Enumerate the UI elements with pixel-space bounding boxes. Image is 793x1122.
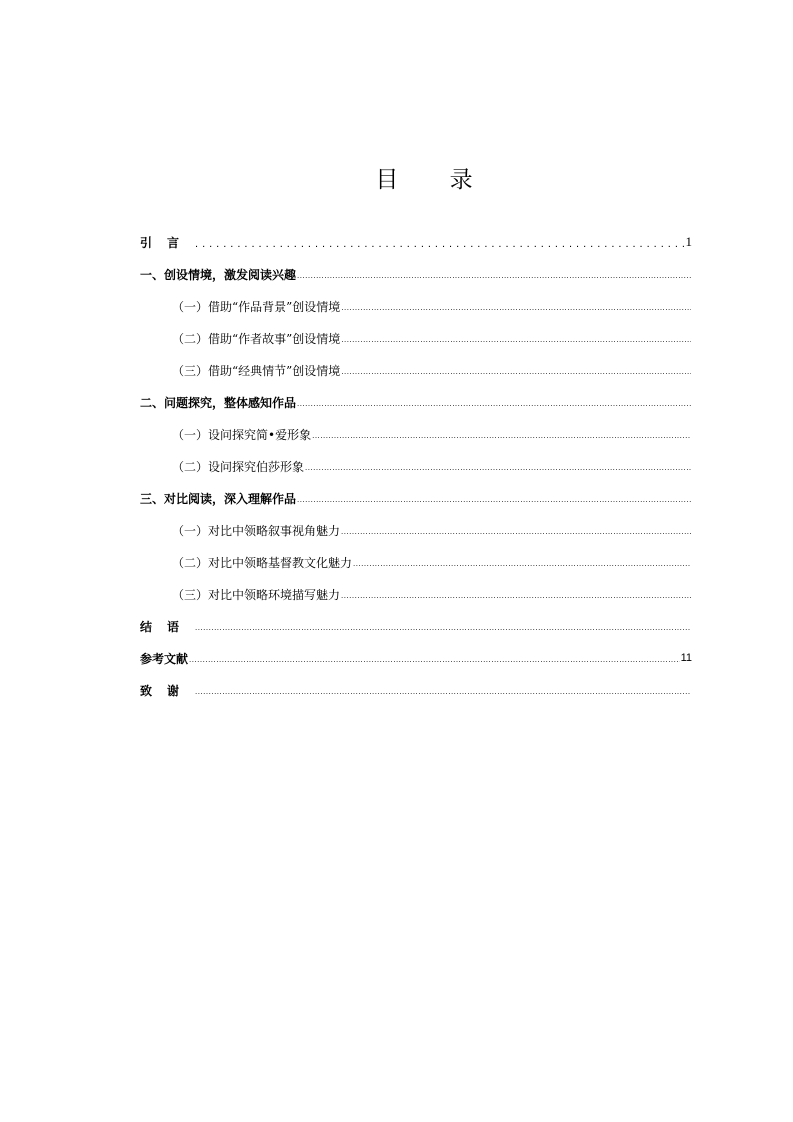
table-of-contents	[140, 226, 692, 706]
toc-entry-section-1-2[interactable]	[140, 322, 692, 354]
toc-entry-label: （三）对比中领略环境描写魅力	[172, 587, 341, 602]
toc-dot-leader	[297, 494, 691, 506]
toc-entry-label: （一）对比中领略叙事视角魅力	[172, 523, 341, 538]
toc-entry-label: 参考文献	[140, 651, 189, 666]
toc-dot-leader	[189, 654, 680, 666]
toc-entry-section-2-1[interactable]	[140, 418, 692, 450]
toc-dot-leader	[353, 558, 691, 570]
toc-entry-label: （一）设问探究简•爱形象	[172, 427, 312, 442]
toc-entry-references[interactable]	[140, 642, 692, 674]
toc-entry-label: 致谢	[140, 683, 195, 698]
toc-entry-label: 三、对比阅读，深入理解作品	[140, 491, 297, 506]
toc-dot-leader	[341, 302, 691, 314]
toc-dot-leader	[305, 462, 691, 474]
toc-entry-section-1-3[interactable]	[140, 354, 692, 386]
toc-entry-label: （二）对比中领略基督教文化魅力	[172, 555, 353, 570]
toc-dot-leader	[341, 366, 691, 378]
toc-dot-leader	[195, 238, 684, 250]
toc-entry-section-2-2[interactable]	[140, 450, 692, 482]
toc-entry-section-1[interactable]	[140, 258, 692, 290]
toc-dot-leader	[297, 270, 691, 282]
toc-dot-leader	[195, 686, 691, 698]
toc-entry-label: 二、问题探究，整体感知作品	[140, 395, 297, 410]
toc-page-number: 11	[680, 652, 692, 664]
toc-entry-section-3-3[interactable]	[140, 578, 692, 610]
toc-entry-section-3-2[interactable]	[140, 546, 692, 578]
toc-entry-label: （二）借助“作者故事”创设情境	[172, 331, 341, 346]
toc-entry-label: （二）设问探究伯莎形象	[172, 459, 305, 474]
toc-dot-leader	[312, 430, 691, 442]
toc-entry-section-3-1[interactable]	[140, 514, 692, 546]
toc-entry-acknowledgements[interactable]	[140, 674, 692, 706]
toc-entry-section-1-1[interactable]	[140, 290, 692, 322]
toc-entry-label: （一）借助“作品背景”创设情境	[172, 299, 341, 314]
toc-entry-section-2[interactable]	[140, 386, 692, 418]
toc-dot-leader	[341, 334, 691, 346]
toc-dot-leader	[341, 590, 691, 602]
toc-entry-label: 一、创设情境，激发阅读兴趣	[140, 267, 297, 282]
toc-entry-section-3[interactable]	[140, 482, 692, 514]
toc-entry-label: （三）借助“经典情节”创设情境	[172, 363, 341, 378]
toc-entry-introduction[interactable]	[140, 226, 692, 258]
toc-dot-leader	[195, 622, 691, 634]
toc-entry-label: 结语	[140, 619, 195, 634]
toc-entry-label: 引言	[140, 235, 195, 250]
toc-dot-leader	[341, 526, 691, 538]
toc-entry-conclusion[interactable]	[140, 610, 692, 642]
toc-dot-leader	[297, 398, 691, 410]
toc-title: 目 录	[375, 167, 495, 193]
toc-page-number: 1	[685, 234, 692, 249]
